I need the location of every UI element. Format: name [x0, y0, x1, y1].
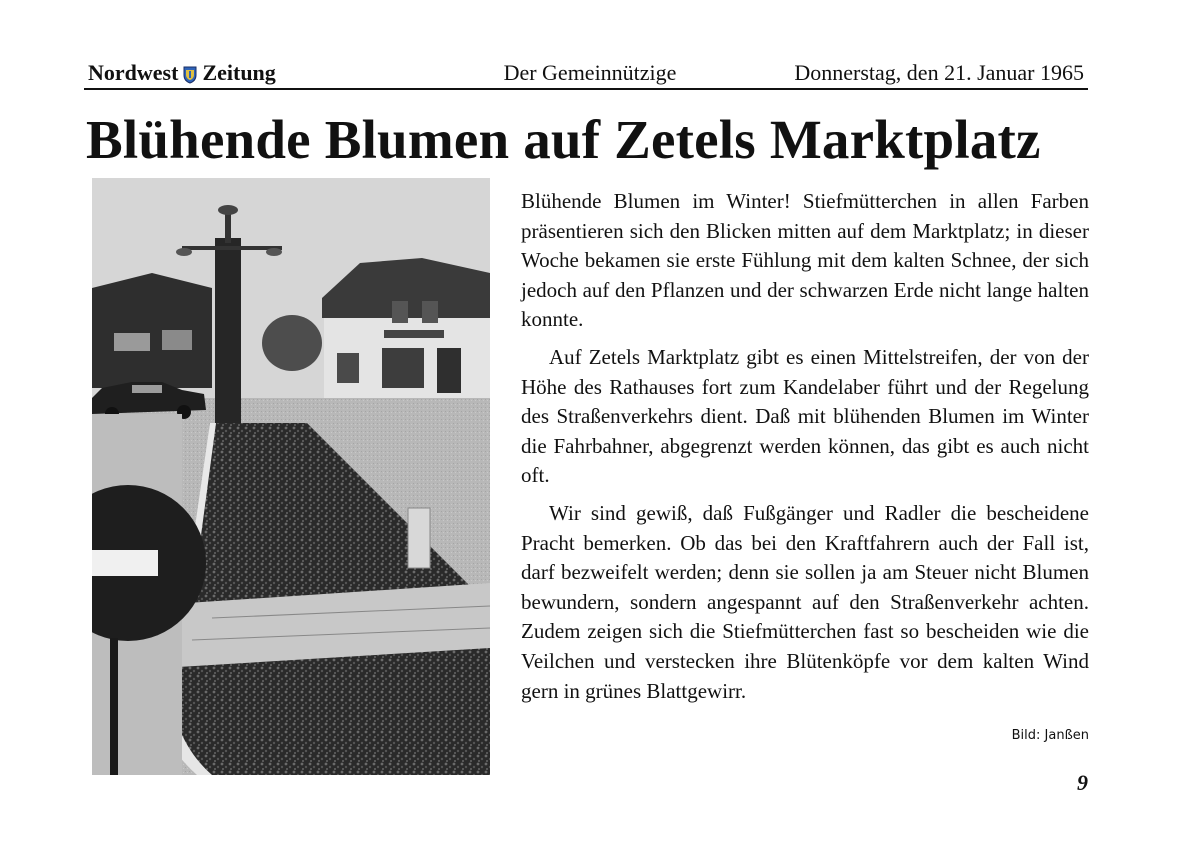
coat-of-arms-icon	[183, 64, 197, 82]
supplement-title: Der Gemeinnützige	[503, 60, 677, 85]
article-headline: Blühende Blumen auf Zetels Marktplatz	[86, 109, 1041, 170]
newspaper-name-left: Nordwest	[88, 60, 179, 85]
article-paragraph: Wir sind gewiß, daß Fußgänger und Radler die bescheidene Pracht bemerken. Ob das bei den Kraftfahrern auch der Fall ist, darf bezweifelt werden; denn sie sollen ja am Steuer nicht Blumen bewundern, sondern angespannt auf den Straßenverkehr achten. Zudem zeigen sich die Stiefmütterchen fast so bescheiden wie die Veilchen und verstecken ihre Blütenköpfe vor dem kalten Wind gern in grünes Blattgewirr.	[521, 500, 1089, 703]
masthead	[84, 58, 1088, 90]
article-body	[521, 187, 1089, 714]
newspaper-name	[88, 60, 276, 86]
issue-date: Donnerstag, den 21. Januar 1965	[794, 60, 1084, 85]
article-photo	[92, 178, 490, 775]
photo-credit: Bild: Janßen	[1011, 728, 1089, 743]
article-paragraph: Blühende Blumen im Winter! Stiefmütterchen in allen Farben präsentieren sich den Blicken mitten auf dem Marktplatz; in dieser Woche bekamen sie erste Fühlung mit dem kalten Schnee, der sich jedoch auf den Pflanzen und der schwarzen Erde nicht lange halten konnte.	[521, 189, 1089, 332]
newspaper-name-right: Zeitung	[202, 60, 276, 85]
page-number: 9	[1077, 770, 1088, 795]
article-paragraph: Auf Zetels Marktplatz gibt es einen Mittelstreifen, der von der Höhe des Rathauses fort zum Kandelaber führt und der Regelung des Straßenverkehrs dient. Daß mit blühenden Blumen im Winter die Fahrbahner, abgegrenzt werden können, das gibt es auch nicht oft.	[521, 344, 1089, 488]
